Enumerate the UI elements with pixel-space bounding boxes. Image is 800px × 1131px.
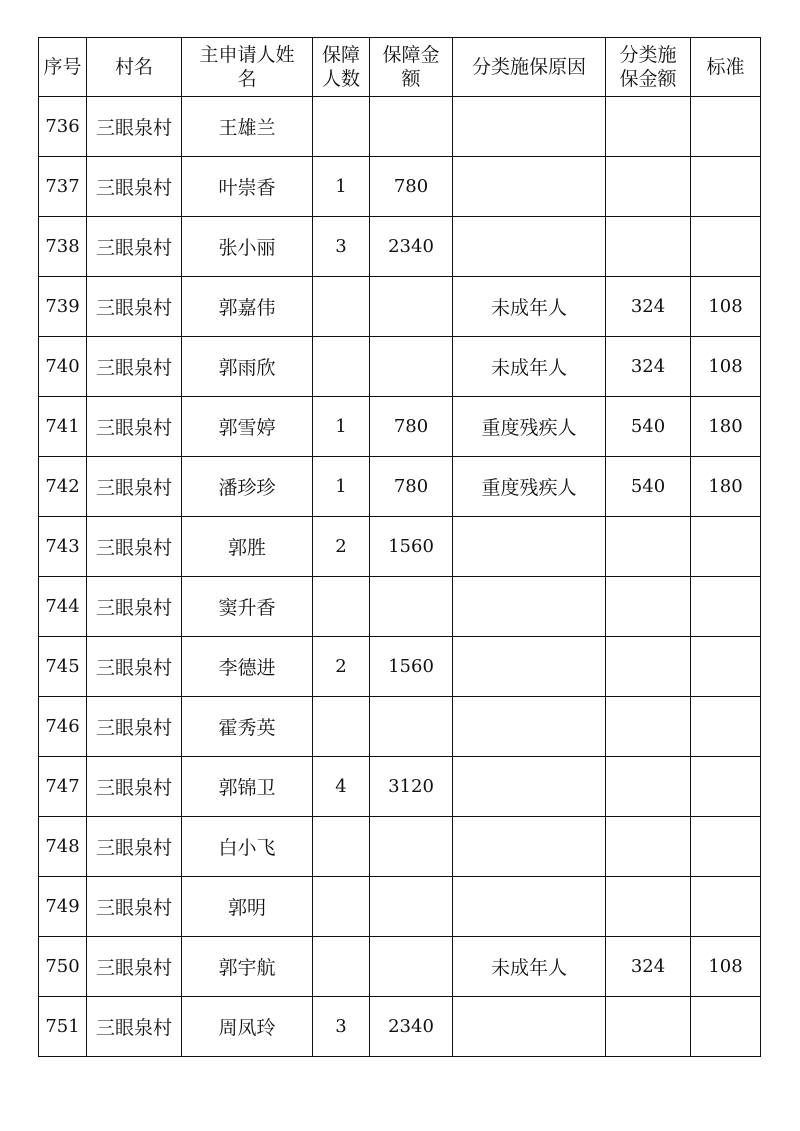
cell-class-amount	[606, 697, 691, 757]
cell-persons: 2	[313, 517, 370, 577]
cell-class-amount	[606, 817, 691, 877]
cell-village: 三眼泉村	[87, 157, 182, 217]
cell-amount: 780	[370, 397, 453, 457]
cell-reason	[453, 877, 606, 937]
header-applicant-line2: 名	[237, 68, 257, 90]
cell-reason: 未成年人	[453, 937, 606, 997]
table-row	[39, 697, 761, 757]
cell-village: 三眼泉村	[87, 217, 182, 277]
cell-persons: 1	[313, 397, 370, 457]
assistance-table	[38, 37, 761, 1057]
cell-name: 李德进	[182, 637, 313, 697]
cell-village: 三眼泉村	[87, 637, 182, 697]
table-row	[39, 337, 761, 397]
header-row	[39, 38, 761, 97]
cell-name: 王雄兰	[182, 97, 313, 157]
cell-class-amount: 540	[606, 457, 691, 517]
cell-village: 三眼泉村	[87, 757, 182, 817]
cell-amount: 2340	[370, 217, 453, 277]
cell-persons	[313, 337, 370, 397]
header-class-amount-line2: 保金额	[619, 68, 677, 90]
cell-class-amount	[606, 577, 691, 637]
cell-class-amount	[606, 877, 691, 937]
table-row	[39, 397, 761, 457]
cell-standard: 180	[691, 457, 761, 517]
header-amount-line1: 保障金	[382, 44, 440, 66]
cell-seq: 751	[39, 997, 87, 1057]
cell-village: 三眼泉村	[87, 397, 182, 457]
table-row	[39, 757, 761, 817]
header-class-amount-line1: 分类施	[619, 44, 677, 66]
cell-class-amount	[606, 757, 691, 817]
cell-amount	[370, 697, 453, 757]
cell-amount	[370, 877, 453, 937]
cell-name: 郭雪婷	[182, 397, 313, 457]
header-amount	[370, 38, 453, 97]
cell-seq: 749	[39, 877, 87, 937]
cell-standard	[691, 577, 761, 637]
cell-name: 郭锦卫	[182, 757, 313, 817]
cell-persons: 1	[313, 157, 370, 217]
cell-name: 周凤玲	[182, 997, 313, 1057]
cell-village: 三眼泉村	[87, 997, 182, 1057]
cell-standard: 180	[691, 397, 761, 457]
cell-name: 白小飞	[182, 817, 313, 877]
cell-reason	[453, 997, 606, 1057]
cell-reason	[453, 97, 606, 157]
cell-reason	[453, 637, 606, 697]
cell-standard: 108	[691, 937, 761, 997]
cell-standard	[691, 817, 761, 877]
cell-reason	[453, 217, 606, 277]
cell-reason	[453, 577, 606, 637]
table-row	[39, 637, 761, 697]
cell-name: 叶崇香	[182, 157, 313, 217]
cell-amount	[370, 577, 453, 637]
cell-standard: 108	[691, 277, 761, 337]
table-row	[39, 817, 761, 877]
cell-class-amount	[606, 997, 691, 1057]
header-reason: 分类施保原因	[453, 38, 606, 97]
cell-standard	[691, 877, 761, 937]
header-seq: 序号	[39, 38, 87, 97]
cell-seq: 743	[39, 517, 87, 577]
cell-standard	[691, 517, 761, 577]
assistance-table-container	[38, 37, 761, 1057]
cell-class-amount	[606, 637, 691, 697]
header-amount-line2: 额	[401, 68, 421, 90]
cell-seq: 738	[39, 217, 87, 277]
cell-class-amount	[606, 97, 691, 157]
cell-name: 霍秀英	[182, 697, 313, 757]
table-row	[39, 997, 761, 1057]
cell-seq: 739	[39, 277, 87, 337]
cell-village: 三眼泉村	[87, 577, 182, 637]
table-row	[39, 277, 761, 337]
header-persons-line1: 保障	[321, 44, 360, 66]
cell-seq: 750	[39, 937, 87, 997]
cell-name: 窦升香	[182, 577, 313, 637]
table-row	[39, 577, 761, 637]
cell-name: 郭胜	[182, 517, 313, 577]
cell-persons	[313, 277, 370, 337]
table-row	[39, 457, 761, 517]
cell-village: 三眼泉村	[87, 457, 182, 517]
cell-persons: 3	[313, 217, 370, 277]
cell-amount	[370, 937, 453, 997]
cell-seq: 742	[39, 457, 87, 517]
cell-standard	[691, 97, 761, 157]
cell-standard	[691, 217, 761, 277]
cell-persons	[313, 697, 370, 757]
cell-standard: 108	[691, 337, 761, 397]
cell-name: 张小丽	[182, 217, 313, 277]
cell-amount	[370, 97, 453, 157]
cell-amount	[370, 337, 453, 397]
cell-reason: 重度残疾人	[453, 457, 606, 517]
cell-class-amount: 324	[606, 937, 691, 997]
header-class-amount	[606, 38, 691, 97]
cell-persons	[313, 97, 370, 157]
cell-standard	[691, 157, 761, 217]
cell-seq: 746	[39, 697, 87, 757]
cell-village: 三眼泉村	[87, 517, 182, 577]
table-body	[39, 97, 761, 1057]
cell-seq: 745	[39, 637, 87, 697]
cell-seq: 740	[39, 337, 87, 397]
cell-village: 三眼泉村	[87, 277, 182, 337]
cell-amount: 780	[370, 157, 453, 217]
header-applicant	[182, 38, 313, 97]
cell-reason: 未成年人	[453, 337, 606, 397]
cell-class-amount: 540	[606, 397, 691, 457]
table-row	[39, 937, 761, 997]
cell-reason	[453, 157, 606, 217]
cell-name: 郭宇航	[182, 937, 313, 997]
cell-persons: 2	[313, 637, 370, 697]
cell-class-amount: 324	[606, 337, 691, 397]
cell-village: 三眼泉村	[87, 337, 182, 397]
cell-standard	[691, 637, 761, 697]
cell-reason	[453, 817, 606, 877]
cell-class-amount	[606, 157, 691, 217]
cell-name: 郭嘉伟	[182, 277, 313, 337]
table-row	[39, 97, 761, 157]
cell-standard	[691, 757, 761, 817]
cell-seq: 747	[39, 757, 87, 817]
cell-name: 郭雨欣	[182, 337, 313, 397]
header-persons	[313, 38, 370, 97]
table-row	[39, 157, 761, 217]
table-row	[39, 517, 761, 577]
cell-class-amount: 324	[606, 277, 691, 337]
cell-class-amount	[606, 217, 691, 277]
cell-amount: 2340	[370, 997, 453, 1057]
cell-seq: 737	[39, 157, 87, 217]
cell-village: 三眼泉村	[87, 877, 182, 937]
cell-amount: 1560	[370, 517, 453, 577]
cell-name: 潘珍珍	[182, 457, 313, 517]
cell-class-amount	[606, 517, 691, 577]
cell-seq: 736	[39, 97, 87, 157]
cell-reason: 未成年人	[453, 277, 606, 337]
cell-amount: 1560	[370, 637, 453, 697]
cell-persons	[313, 817, 370, 877]
cell-persons	[313, 577, 370, 637]
cell-persons	[313, 937, 370, 997]
cell-amount: 3120	[370, 757, 453, 817]
cell-seq: 744	[39, 577, 87, 637]
cell-reason: 重度残疾人	[453, 397, 606, 457]
cell-persons: 1	[313, 457, 370, 517]
cell-seq: 748	[39, 817, 87, 877]
cell-standard	[691, 697, 761, 757]
cell-village: 三眼泉村	[87, 817, 182, 877]
cell-amount: 780	[370, 457, 453, 517]
cell-standard	[691, 997, 761, 1057]
cell-reason	[453, 757, 606, 817]
header-village: 村名	[87, 38, 182, 97]
cell-name: 郭明	[182, 877, 313, 937]
cell-amount	[370, 277, 453, 337]
cell-persons: 3	[313, 997, 370, 1057]
header-applicant-line1: 主申请人姓	[199, 44, 295, 66]
cell-village: 三眼泉村	[87, 937, 182, 997]
cell-persons: 4	[313, 757, 370, 817]
header-persons-line2: 人数	[321, 68, 360, 90]
cell-reason	[453, 517, 606, 577]
cell-persons	[313, 877, 370, 937]
header-standard: 标准	[691, 38, 761, 97]
cell-reason	[453, 697, 606, 757]
table-row	[39, 217, 761, 277]
cell-village: 三眼泉村	[87, 97, 182, 157]
cell-amount	[370, 817, 453, 877]
table-row	[39, 877, 761, 937]
cell-seq: 741	[39, 397, 87, 457]
cell-village: 三眼泉村	[87, 697, 182, 757]
